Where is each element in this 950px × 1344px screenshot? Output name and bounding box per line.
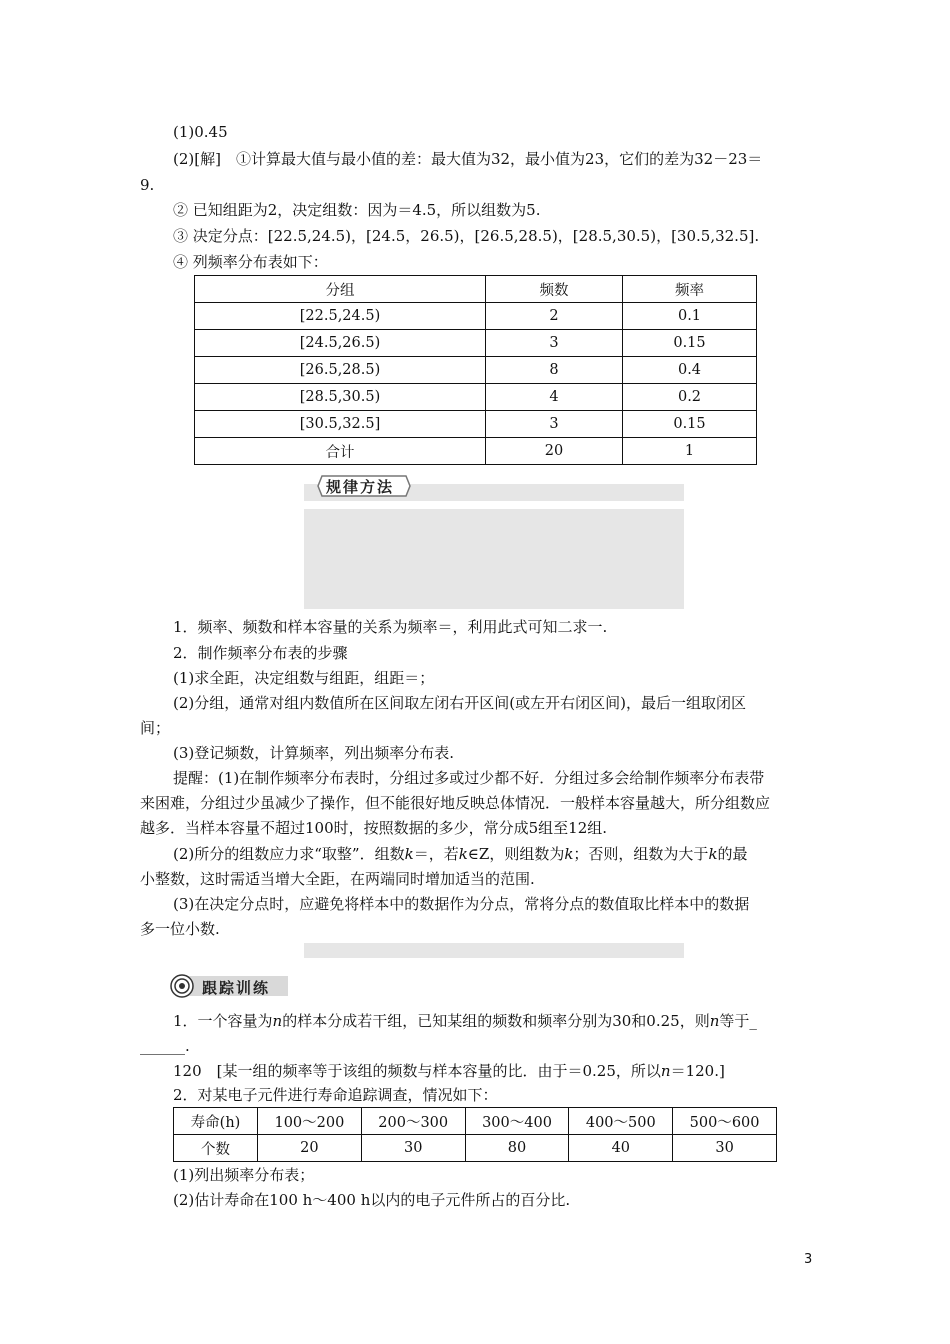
cell: 20: [258, 1135, 362, 1162]
cell: 0.15: [623, 411, 757, 438]
cell: 500～600: [673, 1108, 777, 1135]
method-line: 越多．当样本容量不超过100时，按照数据的多少，常分成5组至12组.: [140, 819, 608, 837]
text-span: 的样本分成若干组，已知某组的频数和频率分别为30和0.25，则: [282, 1012, 710, 1030]
table-row: [174, 1108, 777, 1135]
math-var: n: [709, 1012, 720, 1030]
cell: 3: [486, 330, 623, 357]
table-row: [195, 303, 757, 330]
math-var: k: [708, 845, 718, 863]
question-2-part-2: (2)估计寿命在100 h～400 h以内的电子元件所占的百分比.: [173, 1191, 571, 1209]
method-line: 2．制作频率分布表的步骤: [173, 644, 348, 662]
method-line: 来困难，分组过少虽减少了操作，但不能很好地反映总体情况．一般样本容量越大，所分组数应: [140, 794, 771, 812]
lifetime-table: [173, 1107, 777, 1162]
cell: 80: [465, 1135, 569, 1162]
solution-step-1-cont: 9.: [140, 176, 155, 194]
cell: 30: [361, 1135, 465, 1162]
question-2-part-1: (1)列出频率分布表；: [173, 1166, 315, 1184]
cell: 个数: [174, 1135, 258, 1162]
cell: 200～300: [361, 1108, 465, 1135]
method-line: [173, 844, 748, 864]
math-var: k: [458, 845, 468, 863]
method-line: 1．频率、频数和样本容量的关系为频率＝，利用此式可知二求一.: [173, 618, 608, 636]
method-line: 提醒：(1)在制作频率分布表时，分组过多或过少都不好．分组过多会给制作频率分布表带: [173, 769, 765, 787]
cell: 0.15: [623, 330, 757, 357]
method-line: (3)登记频数，计算频率，列出频率分布表.: [173, 744, 455, 762]
math-var: n: [272, 1012, 283, 1030]
page-number: 3: [804, 1252, 813, 1267]
cell: [26.5,28.5): [195, 357, 486, 384]
table-row: [195, 357, 757, 384]
cell: 30: [673, 1135, 777, 1162]
text-span: ＝120.]: [670, 1062, 725, 1080]
cell: 20: [486, 438, 623, 465]
cell: 100～200: [258, 1108, 362, 1135]
frequency-table: [194, 275, 757, 465]
text-span: (2)所分的组数应力求“取整”．组数: [173, 845, 405, 863]
table-row: [195, 411, 757, 438]
method-line: (2)分组，通常对组内数值所在区间取左闭右开区间(或左开右闭区间)，最后一组取闭区: [173, 694, 746, 712]
header-count: 频数: [486, 276, 623, 303]
solution-step-4: ④ 列频率分布表如下：: [173, 253, 328, 271]
table-row: [174, 1135, 777, 1162]
text-span: 120 [某一组的频率等于该组的频数与样本容量的比．由于＝0.25，所以: [173, 1062, 661, 1080]
cell: [30.5,32.5]: [195, 411, 486, 438]
question-2: 2．对某电子元件进行寿命追踪调查，情况如下：: [173, 1086, 498, 1104]
answer-question-1: [173, 1061, 725, 1081]
cell: 0.2: [623, 384, 757, 411]
text-span: 1．一个容量为: [173, 1012, 273, 1030]
table-row: [195, 330, 757, 357]
text-span: ∈Z，则组数为: [467, 845, 565, 863]
method-line: 间；: [140, 719, 171, 737]
header-group: 分组: [195, 276, 486, 303]
section-title-method: 规律方法: [326, 478, 395, 496]
text-span: 等于_: [719, 1012, 757, 1030]
method-line: 多一位小数.: [140, 920, 220, 938]
cell: 3: [486, 411, 623, 438]
header-frequency: 频率: [623, 276, 757, 303]
cell: 300～400: [465, 1108, 569, 1135]
cell: 1: [623, 438, 757, 465]
solution-step-1: (2)[解] ①计算最大值与最小值的差：最大值为32，最小值为23，它们的差为32－23＝: [173, 150, 763, 168]
section-title-practice: 跟踪训练: [202, 979, 271, 997]
cell: [24.5,26.5): [195, 330, 486, 357]
math-var: k: [404, 845, 414, 863]
cell: [28.5,30.5): [195, 384, 486, 411]
cell: 0.1: [623, 303, 757, 330]
method-line: (3)在决定分点时，应避免将样本中的数据作为分点，常将分点的数值取比样本中的数据: [173, 895, 750, 913]
text-span: 的最: [717, 845, 748, 863]
text-span: ；否则，组数为大于: [573, 845, 709, 863]
cell: 40: [569, 1135, 673, 1162]
cell: [22.5,24.5): [195, 303, 486, 330]
math-var: n: [660, 1062, 671, 1080]
cell: 寿命(h): [174, 1108, 258, 1135]
solution-step-3: ③ 决定分点：[22.5,24.5)，[24.5，26.5)，[26.5,28.5)，[28.5,30.5)，[30.5,32.5].: [173, 227, 760, 245]
cell: 8: [486, 357, 623, 384]
text-span: ＝，若: [413, 845, 459, 863]
question-1: [173, 1011, 757, 1031]
math-var: k: [564, 845, 574, 863]
cell: 4: [486, 384, 623, 411]
cell: 合计: [195, 438, 486, 465]
cell: 0.4: [623, 357, 757, 384]
table-header-row: [195, 276, 757, 303]
question-1-blank: ______.: [140, 1037, 190, 1055]
table-row: [195, 438, 757, 465]
method-shaded-box: [304, 509, 684, 609]
solution-step-2: ② 已知组距为2，决定组数：因为＝4.5，所以组数为5.: [173, 201, 541, 219]
table-row: [195, 384, 757, 411]
method-footer-bar: [304, 943, 684, 958]
method-line: (1)求全距，决定组数与组距，组距＝；: [173, 669, 435, 687]
cell: 2: [486, 303, 623, 330]
cell: 400～500: [569, 1108, 673, 1135]
method-line: 小整数，这时需适当增大全距，在两端同时增加适当的范围.: [140, 870, 535, 888]
answer-1: (1)0.45: [173, 123, 228, 141]
